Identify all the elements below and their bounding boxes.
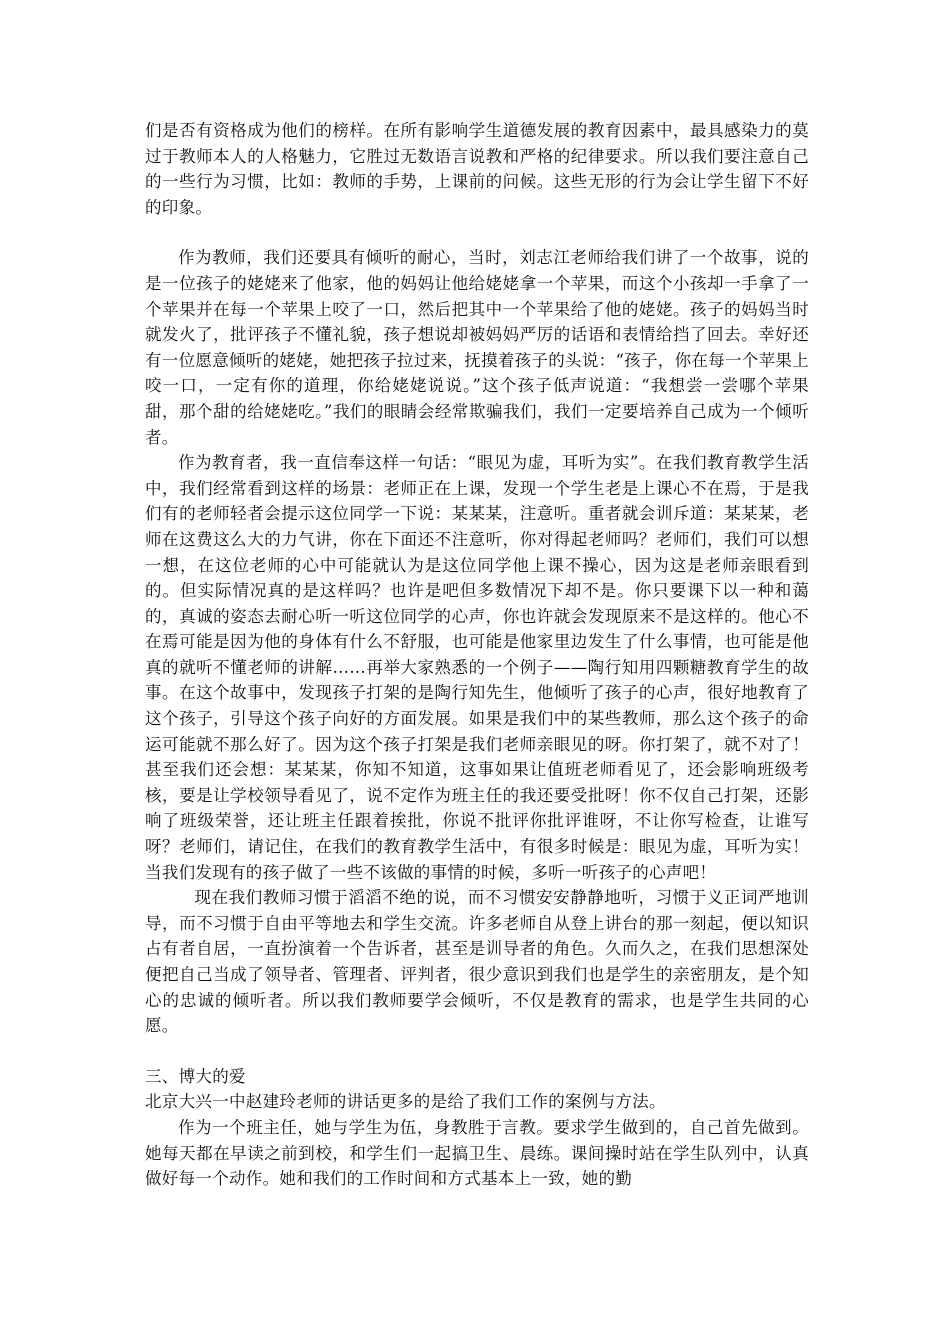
paragraph-role-model: 们是否有资格成为他们的榜样。在所有影响学生道德发展的教育因素中，最具感染力的莫过于教师本人的人格魅力，它胜过无数语言说教和严格的纪律要求。所以我们要注意自己的一些行为习惯，比如：教师的手势，上课前的问候。这些无形的行为会让学生留下不好的印象。 — [145, 121, 809, 217]
paragraph-spacer — [145, 1039, 809, 1064]
paragraph-intro-zhao: 北京大兴一中赵建玲老师的讲话更多的是给了我们工作的案例与方法。 — [145, 1092, 666, 1112]
paragraph-spacer — [145, 220, 809, 245]
section-heading: 三、博大的爱 — [145, 1066, 246, 1086]
paragraph-listening-patience: 作为教师，我们还要具有倾听的耐心，当时，刘志江老师给我们讲了一个故事，说的是一位孩子的姥姥来了他家，他的妈妈让他给姥姥拿一个苹果，而这个小孩却一手拿了一个苹果并在每一个苹果上咬了一口，然后把其中一个苹果给了他的姥姥。孩子的妈妈当时就发火了，批评孩子不懂礼貌，孩子想说却被妈妈严厉的话语和表情给挡了回去。幸好还有一位愿意倾听的姥姥，她把孩子拉过来，抚摸着孩子的头说：“孩子，你在每一个苹果上咬一口，一定有你的道理，你给姥姥说说。”这个孩子低声说道：“我想尝一尝哪个苹果甜，那个甜的给姥姥吃。”我们的眼睛会经常欺骗我们，我们一定要培养自己成为一个倾听者。 — [145, 248, 809, 447]
document-page — [145, 118, 809, 1192]
paragraph-head-teacher: 作为一个班主任，她与学生为伍，身教胜于言教。要求学生做到的，自己首先做到。她每天都在早读之前到校，和学生们一起搞卫生、晨练。课间操时站在学生队列中，认真做好每一个动作。她和我们的工作时间和方式基本上一致，她的勤 — [145, 1117, 809, 1189]
paragraph-seeing-is-false: 作为教育者，我一直信奉这样一句话：“眼见为虚，耳听为实”。在我们教育教学生活中，我们经常看到这样的场景：老师正在上课，发现一个学生老是上课心不在焉，于是我们有的老师轻者会提示这位同学一下说：某某某，注意听。重者就会训斥道：某某某，老师在这费这么大的力气讲，你在下面还不注意听，你对得起老师吗？老师们，我们可以想一想，在这位老师的心中可能就认为是这位同学他上课不操心，因为这是老师亲眼看到的。但实际情况真的是这样吗？也许是吧但多数情况下却不是。你只要课下以一种和蔼的，真诚的姿态去耐心听一听这位同学的心声，你也许就会发现原来不是这样的。他心不在焉可能是因为他的身体有什么不舒服，也可能是他家里边发生了什么事情，也可能是他真的就听不懂老师的讲解……再举大家熟悉的一个例子——陶行知用四颗糖教育学生的故事。在这个故事中，发现孩子打架的是陶行知先生，他倾听了孩子的心声，很好地教育了这个孩子，引导这个孩子向好的方面发展。如果是我们中的某些教师，那么这个孩子的命运可能就不那么好了。因为这个孩子打架是我们老师亲眼见的呀。你打架了，就不对了！甚至我们还会想：某某某，你知不知道，这事如果让值班老师看见了，还会影响班级考核，要是让学校领导看见了，说不定作为班主任的我还要受批呀！你不仅自己打架，还影响了班级荣誉，还让班主任跟着挨批，你说不批评你批评谁呀，不让你写检查，让谁写呀？老师们，请记住，在我们的教育教学生活中，有很多时候是：眼见为虚，耳听为实！当我们发现有的孩子做了一些不该做的事情的时候，多听一听孩子的心声吧！ — [145, 453, 809, 882]
paragraph-teacher-habits: 现在我们教师习惯于滔滔不绝的说，而不习惯安安静静地听，习惯于义正词严地训导，而不习惯于自由平等地去和学生交流。许多老师自从登上讲台的那一刻起，便以知识占有者自居，一直扮演着一个告诉者，甚至是训导者的角色。久而久之，在我们思想深处便把自己当成了领导者、管理者、评判者，很少意识到我们也是学生的亲密朋友，是个知心的忠诚的倾听者。所以我们教师要学会倾听，不仅是教育的需求，也是学生共同的心愿。 — [145, 888, 809, 1036]
